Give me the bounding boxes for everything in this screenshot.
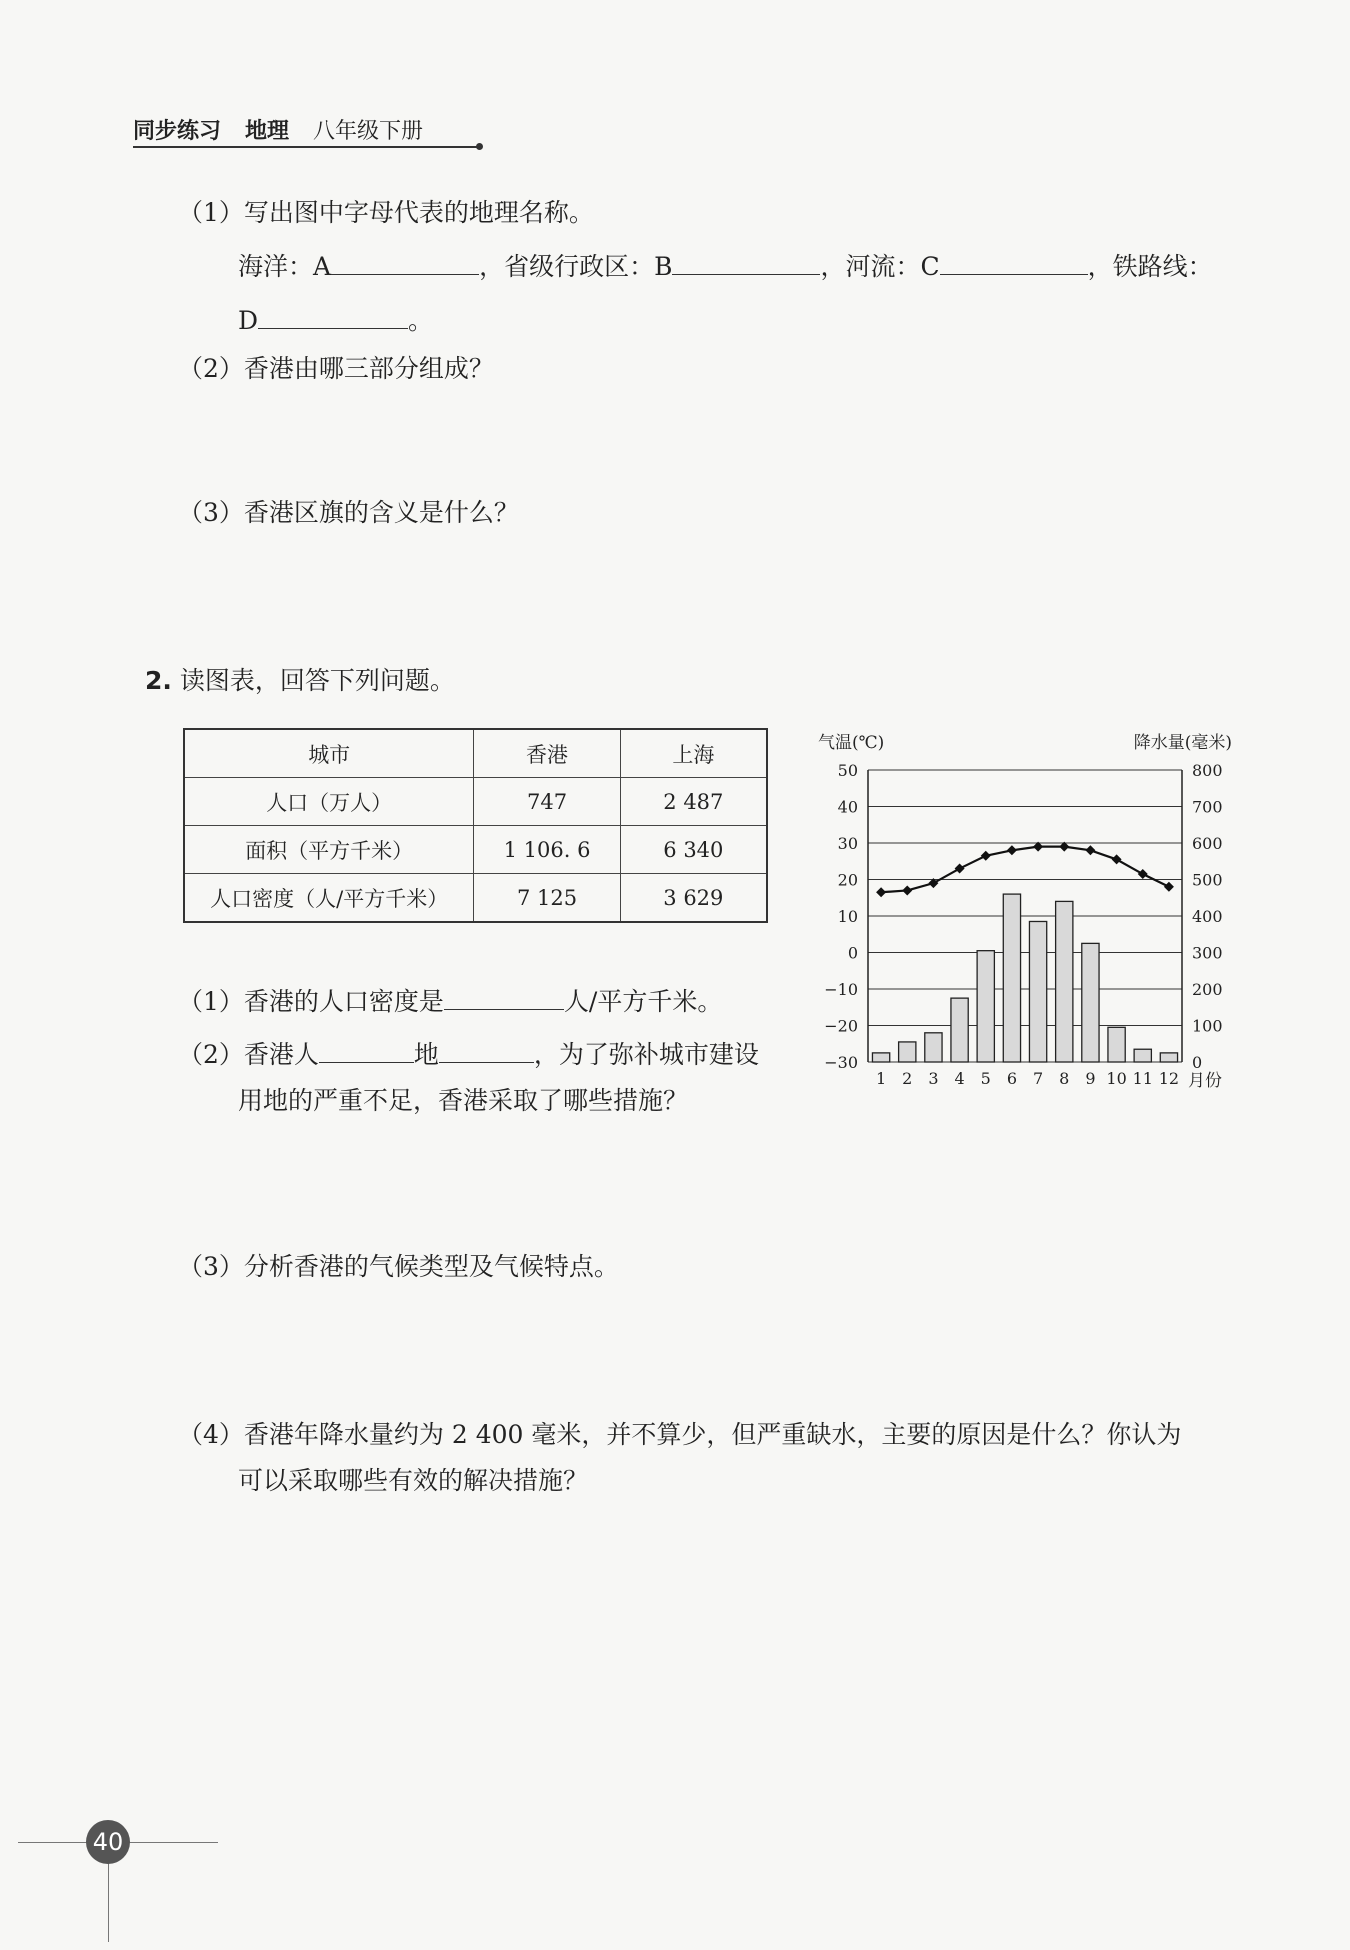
chart-temp-point xyxy=(1138,869,1148,879)
q2-part1 xyxy=(178,985,722,1017)
header-rule-dot xyxy=(476,143,483,150)
q1-part2: （2）香港由哪三部分组成？ xyxy=(178,354,494,383)
blank-c[interactable] xyxy=(940,250,1088,275)
chart-right-axis-label: 降水量(毫米) xyxy=(1133,733,1232,753)
chart-temp-point xyxy=(955,864,965,874)
chart-right-tick-label: 700 xyxy=(1192,797,1223,817)
climate-chart xyxy=(800,720,1240,1100)
table-header-row xyxy=(184,729,767,778)
chart-precip-bar xyxy=(872,1053,889,1062)
table-cell: 1 106. 6 xyxy=(474,826,620,874)
chart-temp-point xyxy=(1164,882,1174,892)
chart-temp-point xyxy=(1112,854,1122,864)
chart-right-tick-label: 800 xyxy=(1192,761,1223,780)
q2-part1-text-a: （1）香港的人口密度是 xyxy=(178,987,444,1016)
label-province: ，省级行政区：B xyxy=(479,252,673,281)
table-cell: 人口（万人） xyxy=(184,778,474,826)
blank-a[interactable] xyxy=(331,250,479,275)
table-header-cell: 城市 xyxy=(184,729,474,778)
table-cell: 3 629 xyxy=(620,874,767,923)
header-subject: 地理 xyxy=(245,119,290,144)
chart-right-tick-label: 100 xyxy=(1192,1016,1223,1036)
table-cell: 6 340 xyxy=(620,826,767,874)
label-d-end: 。 xyxy=(408,306,434,335)
chart-left-tick-label: 0 xyxy=(847,943,858,963)
q2-title: 读图表，回答下列问题。 xyxy=(179,666,455,695)
chart-x-tick-label: 7 xyxy=(1032,1069,1044,1088)
chart-temp-point xyxy=(981,851,991,861)
header-series: 同步练习 xyxy=(133,119,222,144)
q1-part1-blanks-line1 xyxy=(238,250,1213,282)
table-cell: 面积（平方千米） xyxy=(184,826,474,874)
chart-left-tick-label: 30 xyxy=(837,834,858,853)
table-header-cell: 上海 xyxy=(620,729,767,778)
chart-right-tick-label: 400 xyxy=(1192,907,1223,926)
chart-x-tick-label: 6 xyxy=(1006,1069,1018,1088)
chart-precip-bar xyxy=(977,951,994,1062)
chart-left-tick-label: 40 xyxy=(837,797,858,817)
chart-precip-bar xyxy=(1160,1053,1177,1062)
chart-left-tick-label: 20 xyxy=(837,870,858,890)
chart-right-tick-label: 200 xyxy=(1192,980,1223,999)
header-grade: 八年级下册 xyxy=(313,119,424,144)
chart-x-tick-label: 10 xyxy=(1106,1069,1127,1088)
chart-right-tick-label: 600 xyxy=(1192,834,1223,853)
chart-x-tick-label: 11 xyxy=(1132,1069,1153,1088)
chart-precip-bar xyxy=(1056,901,1073,1062)
page-header xyxy=(133,114,423,145)
table-cell: 7 125 xyxy=(474,874,620,923)
chart-x-unit-label: 月份 xyxy=(1188,1071,1222,1091)
page-number: 40 xyxy=(86,1820,130,1864)
chart-precip-bar xyxy=(1029,921,1046,1062)
table-row xyxy=(184,874,767,923)
q2-heading xyxy=(145,666,455,696)
q2-part2-text-b: 地 xyxy=(413,1040,439,1069)
chart-x-tick-label: 3 xyxy=(928,1069,939,1088)
table-cell: 人口密度（人/平方千米） xyxy=(184,874,474,923)
chart-precip-bar xyxy=(1134,1049,1151,1062)
chart-right-tick-label: 300 xyxy=(1192,943,1223,963)
q1-part1-blanks-line2 xyxy=(238,304,433,336)
label-ocean: 海洋：A xyxy=(238,252,332,281)
q2-number: 2. xyxy=(145,666,172,695)
chart-x-tick-label: 4 xyxy=(954,1069,965,1088)
blank-b[interactable] xyxy=(672,250,820,275)
chart-precip-bar xyxy=(925,1033,942,1062)
table-cell: 2 487 xyxy=(620,778,767,826)
chart-temp-line xyxy=(881,847,1169,893)
blank-d[interactable] xyxy=(258,304,408,329)
chart-x-tick-label: 5 xyxy=(980,1069,991,1088)
table-row xyxy=(184,826,767,874)
chart-left-tick-label: 10 xyxy=(837,907,858,926)
label-d: D xyxy=(238,306,259,335)
q2-part3: （3）分析香港的气候类型及气候特点。 xyxy=(178,1252,619,1281)
q2-part2 xyxy=(178,1038,759,1070)
q2-part2-text-c: ，为了弥补城市建设 xyxy=(533,1040,759,1069)
q1-part3: （3）香港区旗的含义是什么？ xyxy=(178,498,519,527)
chart-left-tick-label: −30 xyxy=(824,1053,858,1072)
chart-x-tick-label: 8 xyxy=(1059,1069,1070,1088)
q2-part4-line2: 可以采取哪些有效的解决措施？ xyxy=(238,1466,589,1495)
blank-density[interactable] xyxy=(444,985,564,1010)
chart-right-tick-label: 500 xyxy=(1192,870,1223,890)
chart-right-tick-label: 0 xyxy=(1192,1053,1203,1072)
chart-temp-point xyxy=(902,885,912,895)
chart-left-axis-label: 气温(℃) xyxy=(818,733,885,753)
header-rule xyxy=(133,146,479,148)
chart-x-tick-label: 12 xyxy=(1158,1069,1180,1088)
chart-precip-bar xyxy=(899,1042,916,1062)
chart-x-tick-label: 1 xyxy=(875,1069,887,1088)
q2-part1-text-b: 人/平方千米。 xyxy=(563,987,723,1016)
q2-part4: （4）香港年降水量约为 2 400 毫米，并不算少，但严重缺水，主要的原因是什么？你认为 xyxy=(178,1420,1182,1449)
chart-x-tick-label: 2 xyxy=(902,1069,913,1088)
chart-precip-bar xyxy=(1108,1027,1125,1062)
chart-x-tick-label: 9 xyxy=(1085,1069,1096,1088)
table-header-cell: 香港 xyxy=(474,729,620,778)
q1-part1: （1）写出图中字母代表的地理名称。 xyxy=(178,198,594,227)
table-row xyxy=(184,778,767,826)
label-river: ，河流：C xyxy=(820,252,940,281)
table-cell: 747 xyxy=(474,778,620,826)
chart-temp-point xyxy=(1007,845,1017,855)
chart-precip-bar xyxy=(1003,894,1020,1062)
chart-left-tick-label: −10 xyxy=(824,980,858,999)
chart-precip-bar xyxy=(1082,943,1099,1062)
blank-people[interactable] xyxy=(319,1038,414,1063)
chart-temp-point xyxy=(1085,845,1095,855)
q2-part2-line2: 用地的严重不足，香港采取了哪些措施？ xyxy=(238,1086,689,1115)
chart-temp-point xyxy=(876,887,886,897)
q2-part2-text-a: （2）香港人 xyxy=(178,1040,319,1069)
chart-left-tick-label: 50 xyxy=(837,761,858,780)
label-railway: ，铁路线： xyxy=(1087,252,1213,281)
blank-land[interactable] xyxy=(439,1038,534,1063)
chart-precip-bar xyxy=(951,998,968,1062)
population-table xyxy=(183,728,768,923)
chart-left-tick-label: −20 xyxy=(824,1016,858,1036)
